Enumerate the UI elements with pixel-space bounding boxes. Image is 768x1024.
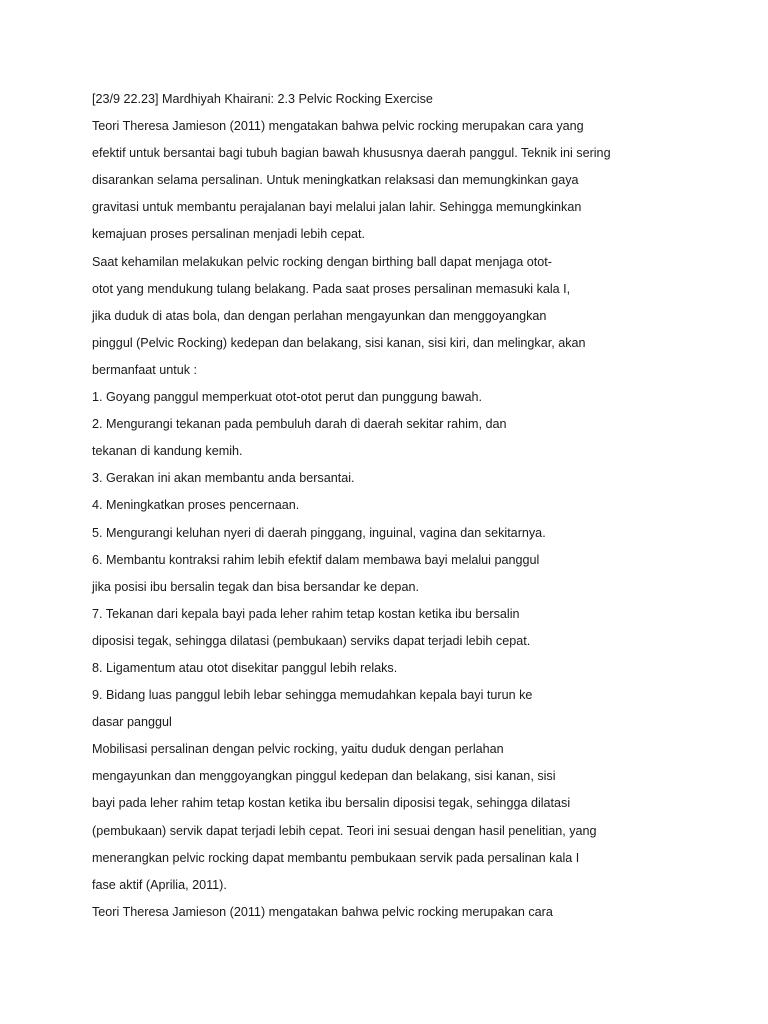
text-line: jika duduk di atas bola, dan dengan perlahan mengayunkan dan menggoyangkan: [92, 308, 547, 323]
list-item-continuation: diposisi tegak, sehingga dilatasi (pembukaan) serviks dapat terjadi lebih cepat.: [92, 633, 531, 648]
text-line: kemajuan proses persalinan menjadi lebih cepat.: [92, 227, 366, 242]
list-item-continuation: jika posisi ibu bersalin tegak dan bisa bersandar ke depan.: [92, 579, 419, 594]
list-item: 3. Gerakan ini akan membantu anda bersantai.: [92, 471, 355, 486]
list-item: 4. Meningkatkan proses pencernaan.: [92, 498, 300, 513]
text-line: Teori Theresa Jamieson (2011) mengatakan bahwa pelvic rocking merupakan cara yang: [92, 119, 584, 134]
text-line: bermanfaat untuk :: [92, 362, 198, 377]
text-line: gravitasi untuk membantu perajalanan bayi melalui jalan lahir. Sehingga memungkinkan: [92, 200, 582, 215]
list-item: 7. Tekanan dari kepala bayi pada leher rahim tetap kostan ketika ibu bersalin: [92, 606, 520, 621]
chat-header-line: [23/9 22.23] Mardhiyah Khairani: 2.3 Pelvic Rocking Exercise: [92, 92, 433, 106]
text-line: efektif untuk bersantai bagi tubuh bagian bawah khususnya daerah panggul. Teknik ini sering: [92, 146, 611, 161]
text-line: otot yang mendukung tulang belakang. Pada saat proses persalinan memasuki kala I,: [92, 281, 571, 296]
list-item: 2. Mengurangi tekanan pada pembuluh darah di daerah sekitar rahim, dan: [92, 417, 507, 432]
text-line: mengayunkan dan menggoyangkan pinggul kedepan dan belakang, sisi kanan, sisi: [92, 769, 556, 784]
text-line: Saat kehamilan melakukan pelvic rocking dengan birthing ball dapat menjaga otot-: [92, 254, 552, 269]
list-item-continuation: tekanan di kandung kemih.: [92, 444, 243, 459]
text-line: menerangkan pelvic rocking dapat membantu pembukaan servik pada persalinan kala I: [92, 850, 580, 865]
list-item: 8. Ligamentum atau otot disekitar panggul lebih relaks.: [92, 660, 398, 675]
text-line: (pembukaan) servik dapat terjadi lebih cepat. Teori ini sesuai dengan hasil penelitian, yang: [92, 823, 597, 838]
list-item: 9. Bidang luas panggul lebih lebar sehingga memudahkan kepala bayi turun ke: [92, 688, 533, 703]
text-line: Mobilisasi persalinan dengan pelvic rocking, yaitu duduk dengan perlahan: [92, 742, 504, 757]
list-item-continuation: dasar panggul: [92, 715, 172, 730]
text-line: disarankan selama persalinan. Untuk meningkatkan relaksasi dan memungkinkan gaya: [92, 173, 579, 188]
text-line: pinggul (Pelvic Rocking) kedepan dan belakang, sisi kanan, sisi kiri, dan melingkar, akan: [92, 335, 586, 350]
list-item: 5. Mengurangi keluhan nyeri di daerah pinggang, inguinal, vagina dan sekitarnya.: [92, 525, 546, 540]
list-item: 6. Membantu kontraksi rahim lebih efektif dalam membawa bayi melalui panggul: [92, 552, 540, 567]
document-page: [92, 86, 712, 926]
text-line: bayi pada leher rahim tetap kostan ketika ibu bersalin diposisi tegak, sehingga dilatasi: [92, 796, 571, 811]
text-line: fase aktif (Aprilia, 2011).: [92, 877, 227, 892]
list-item: 1. Goyang panggul memperkuat otot-otot perut dan punggung bawah.: [92, 390, 482, 405]
text-line: Teori Theresa Jamieson (2011) mengatakan bahwa pelvic rocking merupakan cara: [92, 904, 553, 919]
